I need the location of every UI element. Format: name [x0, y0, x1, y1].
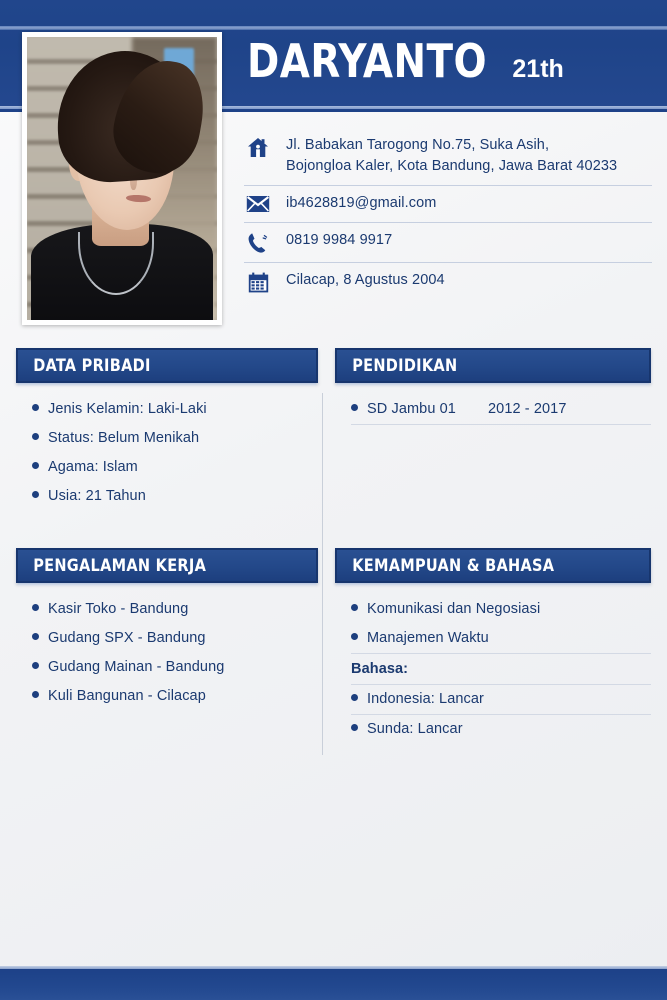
experience-item-3: Gudang Mainan - Bandung — [48, 659, 225, 676]
personal-status: Status: Belum Menikah — [48, 430, 200, 447]
section-education — [335, 348, 651, 425]
section-header-skills — [335, 548, 651, 583]
contact-block — [244, 128, 652, 301]
section-header-personal — [16, 348, 318, 383]
envelope-icon — [244, 193, 272, 213]
section-title-skills: KEMAMPUAN & BAHASA — [352, 555, 555, 576]
section-title-experience: PENGALAMAN KERJA — [33, 555, 207, 576]
list-item — [351, 685, 651, 715]
bullet-icon — [32, 404, 39, 411]
list-item — [32, 424, 318, 453]
age-label: 21th — [512, 55, 564, 83]
list-item — [32, 453, 318, 482]
bullet-icon — [351, 404, 358, 411]
section-title-personal: DATA PRIBADI — [33, 355, 151, 376]
personal-religion: Agama: Islam — [48, 459, 138, 476]
full-name: DARYANTO — [247, 34, 488, 88]
column-divider — [322, 393, 323, 755]
education-list — [335, 383, 651, 425]
address-text — [286, 135, 617, 177]
contact-row-birth — [244, 263, 652, 301]
bullet-icon — [32, 662, 39, 669]
phone-icon — [244, 230, 272, 254]
contact-row-address — [244, 128, 652, 186]
list-item — [32, 682, 318, 711]
personal-age: Usia: 21 Tahun — [48, 488, 146, 505]
address-line-1: Jl. Babakan Tarogong No.75, Suka Asih, — [286, 137, 550, 153]
language-heading: Bahasa: — [351, 654, 651, 685]
language-indonesia: Indonesia: Lancar — [367, 691, 484, 708]
section-title-education: PENDIDIKAN — [352, 355, 458, 376]
home-icon — [244, 135, 272, 158]
bullet-icon — [351, 724, 358, 731]
header-stripe — [0, 26, 667, 30]
birth-text: Cilacap, 8 Agustus 2004 — [286, 272, 445, 289]
contact-row-email[interactable] — [244, 186, 652, 223]
bullet-icon — [351, 604, 358, 611]
skill-item-2: Manajemen Waktu — [367, 630, 489, 647]
name-block — [247, 34, 564, 88]
education-years: 2012 - 2017 — [488, 401, 567, 417]
section-header-education — [335, 348, 651, 383]
bullet-icon — [32, 633, 39, 640]
list-item — [351, 715, 651, 744]
list-item — [32, 624, 318, 653]
profile-photo — [27, 37, 217, 320]
contact-row-phone[interactable] — [244, 223, 652, 263]
experience-item-4: Kuli Bangunan - Cilacap — [48, 688, 206, 705]
language-sunda: Sunda: Lancar — [367, 721, 463, 738]
bullet-icon — [351, 633, 358, 640]
section-skills-languages — [335, 548, 651, 745]
personal-gender: Jenis Kelamin: Laki-Laki — [48, 401, 207, 417]
list-item — [32, 653, 318, 682]
experience-list — [16, 583, 318, 712]
section-personal-data — [16, 348, 318, 512]
profile-photo-frame — [22, 32, 222, 325]
calendar-icon — [244, 270, 272, 293]
list-item — [351, 595, 651, 624]
list-item — [351, 624, 651, 654]
email-text: ib4628819@gmail.com — [286, 195, 437, 212]
section-header-experience — [16, 548, 318, 583]
bullet-icon — [32, 691, 39, 698]
list-item — [351, 395, 651, 425]
education-school: SD Jambu 01 — [367, 401, 456, 417]
address-line-2: Bojongloa Kaler, Kota Bandung, Jawa Barat 40233 — [286, 158, 618, 175]
skills-list — [335, 583, 651, 745]
bullet-icon — [32, 462, 39, 469]
list-item — [32, 595, 318, 624]
section-work-experience — [16, 548, 318, 712]
experience-item-2: Gudang SPX - Bandung — [48, 630, 206, 647]
bullet-icon — [351, 694, 358, 701]
bullet-icon — [32, 604, 39, 611]
bullet-icon — [32, 491, 39, 498]
personal-data-list — [16, 383, 318, 512]
skill-item-1: Komunikasi dan Negosiasi — [367, 601, 541, 617]
footer-banner — [0, 969, 667, 1000]
list-item — [32, 395, 318, 424]
bullet-icon — [32, 433, 39, 440]
list-item — [32, 482, 318, 511]
phone-text: 0819 9984 9917 — [286, 232, 393, 249]
experience-item-1: Kasir Toko - Bandung — [48, 601, 189, 617]
